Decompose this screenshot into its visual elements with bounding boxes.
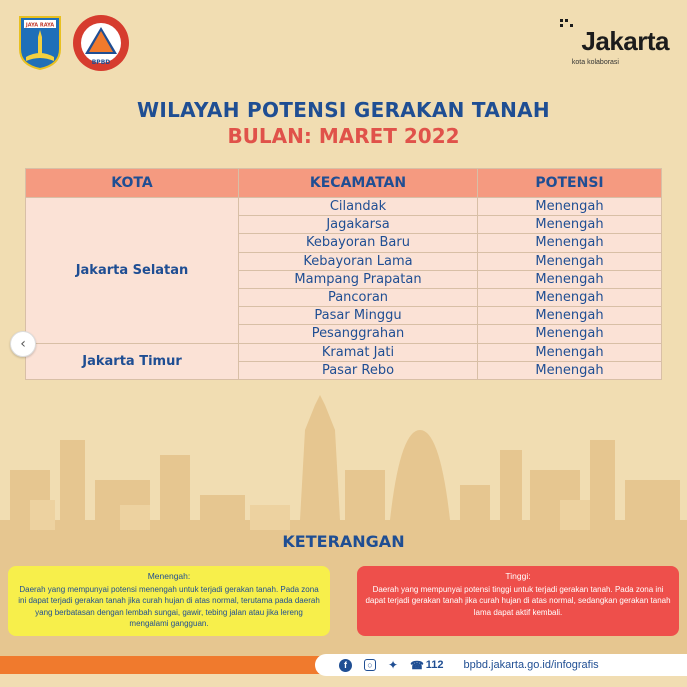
- potensi-cell: Menengah: [478, 361, 662, 379]
- twitter-icon[interactable]: ✦: [388, 658, 399, 672]
- potensi-cell: Menengah: [478, 252, 662, 270]
- legend-menengah-box: [8, 566, 330, 636]
- table-row: [26, 343, 662, 361]
- bpbd-logo-icon: [72, 14, 130, 72]
- header-kecamatan: KECAMATAN: [239, 169, 478, 198]
- jakarta-dots-icon: [559, 18, 575, 34]
- potensi-cell: Menengah: [478, 216, 662, 234]
- kecamatan-cell: Kebayoran Lama: [239, 252, 478, 270]
- header-potensi: POTENSI: [478, 169, 662, 198]
- potensi-cell: Menengah: [478, 198, 662, 216]
- kecamatan-cell: Pancoran: [239, 288, 478, 306]
- legend-menengah-text: Daerah yang mempunyai potensi menengah untuk terjadi gerakan tanah. Pada zona ini dapat terjadi gerakan tanah jika curah hujan di atas normal, terutama pada daerah yang berbatasan dengan lembah sungai, gawir, tebing jalan atau jika lereng mengalami gangguan.: [18, 584, 320, 628]
- kecamatan-cell: Jagakarsa: [239, 216, 478, 234]
- table-row: [26, 198, 662, 216]
- page-subtitle: BULAN: MARET 2022: [227, 124, 460, 148]
- chevron-left-icon: ‹: [20, 336, 26, 352]
- logo-jaya-text: JAYA RAYA: [25, 22, 55, 29]
- facebook-icon[interactable]: f: [339, 659, 352, 672]
- kota-cell: Jakarta Selatan: [26, 198, 239, 344]
- potensi-cell: Menengah: [478, 343, 662, 361]
- kecamatan-cell: Pasar Rebo: [239, 361, 478, 379]
- potensi-cell: Menengah: [478, 270, 662, 288]
- phone-icon: ☎: [410, 659, 424, 672]
- emergency-phone[interactable]: [410, 659, 443, 672]
- kecamatan-cell: Mampang Prapatan: [239, 270, 478, 288]
- logo-bpbd-text: BPBD: [91, 59, 111, 66]
- logo-group: [18, 14, 130, 72]
- footer-contact: [315, 654, 687, 676]
- kecamatan-cell: Kebayoran Baru: [239, 234, 478, 252]
- phone-number: 112: [425, 659, 444, 671]
- kecamatan-cell: Pasar Minggu: [239, 307, 478, 325]
- website-link[interactable]: bpbd.jakarta.go.id/infografis: [463, 659, 599, 671]
- kota-cell: Jakarta Timur: [26, 343, 239, 379]
- potensi-cell: Menengah: [478, 325, 662, 343]
- potensi-cell: Menengah: [478, 288, 662, 306]
- page-title: WILAYAH POTENSI GERAKAN TANAH: [137, 98, 550, 122]
- potensi-cell: Menengah: [478, 307, 662, 325]
- legend-tinggi-text: Daerah yang mempunyai potensi tinggi untuk terjadi gerakan tanah. Pada zona ini dapat terjadi gerakan tanah jika curah hujan di atas normal, sedangkan gerakan tanah lama dapat aktif kembali.: [365, 584, 671, 617]
- keterangan-heading: KETERANGAN: [282, 532, 405, 551]
- legend-tinggi-box: [357, 566, 679, 636]
- instagram-icon[interactable]: ○: [364, 659, 376, 671]
- jakarta-tagline: kota kolaborasi: [571, 59, 619, 66]
- potensi-table: [25, 168, 662, 380]
- kecamatan-cell: Kramat Jati: [239, 343, 478, 361]
- jakarta-wordmark: Jakarta: [581, 26, 669, 56]
- kecamatan-cell: Cilandak: [239, 198, 478, 216]
- legend-menengah-label: Menengah:: [147, 571, 191, 581]
- jaya-raya-logo-icon: [18, 15, 62, 71]
- potensi-cell: Menengah: [478, 234, 662, 252]
- table-header-row: [26, 169, 662, 198]
- kecamatan-cell: Pesanggrahan: [239, 325, 478, 343]
- jakarta-brand: [559, 14, 669, 64]
- header-kota: KOTA: [26, 169, 239, 198]
- legend-tinggi-label: Tinggi:: [505, 571, 531, 581]
- carousel-prev-button[interactable]: [10, 331, 36, 357]
